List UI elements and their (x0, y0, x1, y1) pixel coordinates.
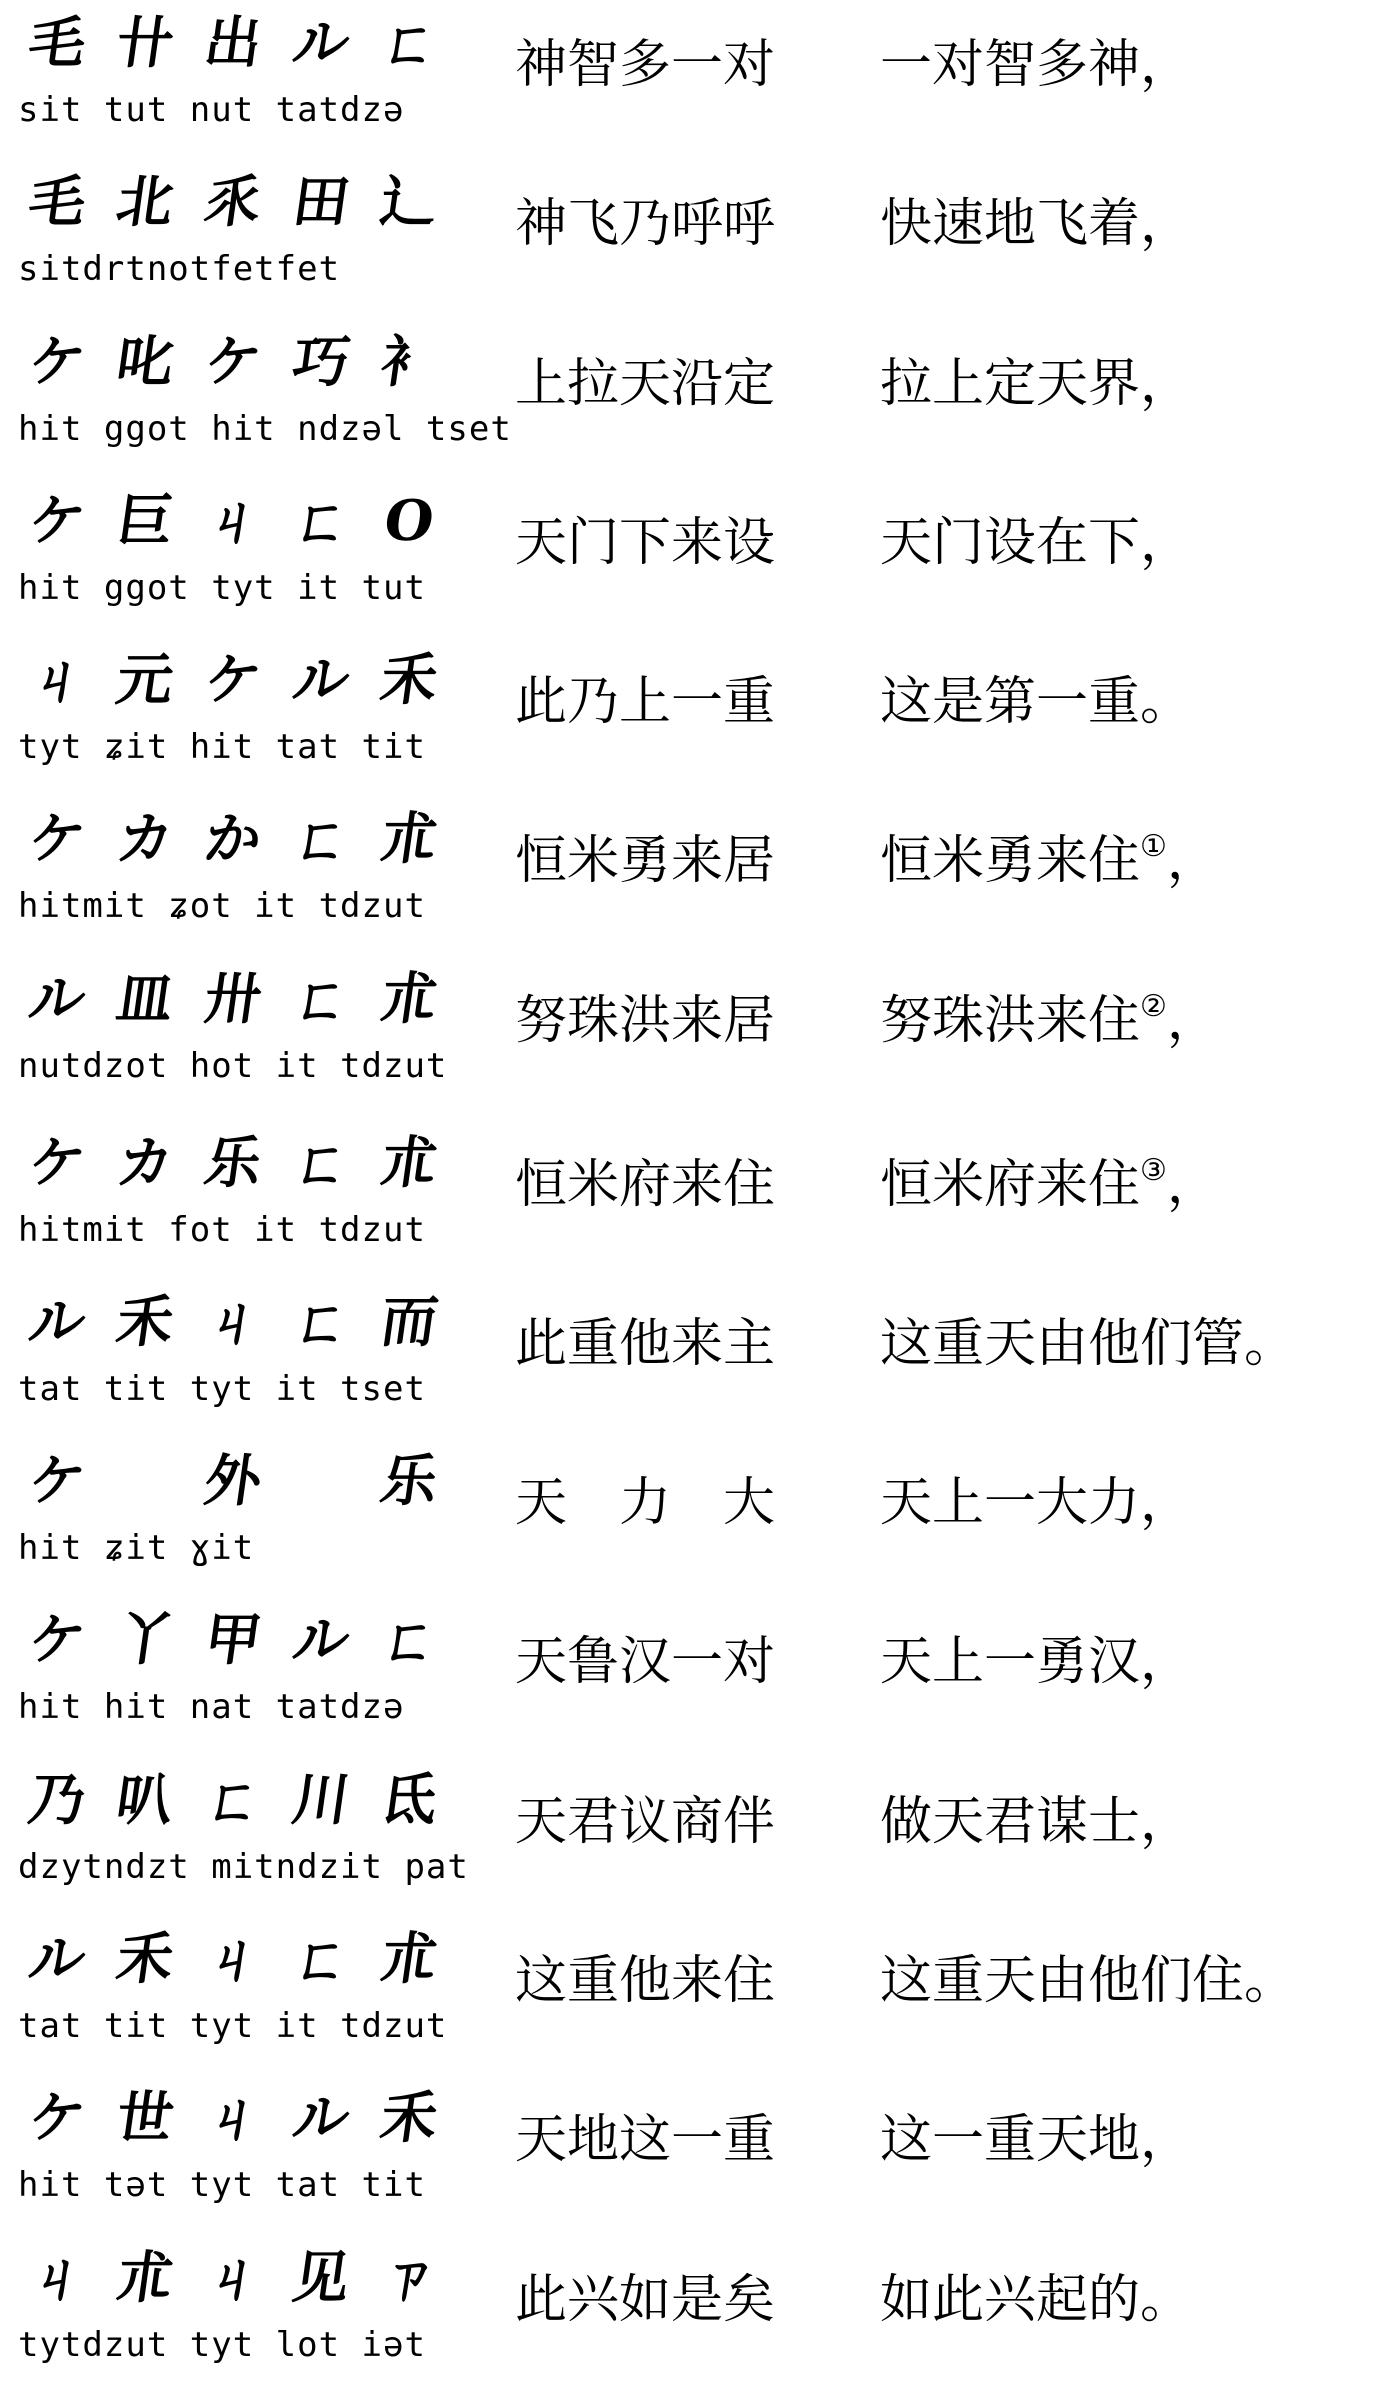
free-translation-text: 恒米勇来住 (880, 831, 1141, 891)
free-translation-text: 恒米府来住 (880, 1155, 1141, 1215)
literal-translation: 天鲁汉一对 (515, 1632, 776, 1692)
yi-glyph: 田 (288, 169, 354, 235)
phonetic-transcription: tat tit tyt it tset (18, 1369, 426, 1409)
verse-row (0, 1438, 1379, 1598)
yi-glyph: 乐 (376, 1448, 442, 1514)
free-translation-text: 一对智多神， (880, 35, 1193, 95)
free-translation-text: 做天君谋士， (880, 1792, 1193, 1852)
free-translation (880, 349, 1192, 419)
phonetic-transcription: sitdrtnotfetfet (18, 249, 341, 289)
yi-glyph: ケ (24, 1448, 90, 1514)
free-translation (880, 508, 1192, 578)
verse-row (0, 796, 1379, 956)
verse-row (0, 1279, 1379, 1439)
free-translation (880, 1787, 1192, 1857)
phonetic-transcription: dzytndzt mitndzit pat (18, 1847, 469, 1887)
verse-row (0, 637, 1379, 797)
yi-glyph: 朮 (376, 1926, 442, 1992)
yi-glyph: 朮 (376, 806, 442, 872)
yi-script-glyphs (18, 1765, 448, 1835)
yi-glyph: ル (288, 647, 354, 713)
yi-glyph: ル (24, 1289, 90, 1355)
yi-glyph: 禾 (112, 1926, 178, 1992)
free-translation-text: 这是第一重。 (880, 672, 1193, 732)
free-translation (880, 30, 1192, 100)
yi-glyph: 禾 (112, 1289, 178, 1355)
phonetic-transcription: nutdzot hot it tdzut (18, 1046, 448, 1086)
yi-script-glyphs (18, 1446, 448, 1516)
verse-row (0, 0, 1379, 160)
verse-row (0, 1757, 1379, 1917)
yi-glyph: O (379, 488, 439, 554)
literal-translation: 天君议商伴 (515, 1792, 776, 1852)
yi-glyph: ㄐ (24, 2245, 90, 2311)
yi-glyph: 乐 (200, 1130, 266, 1196)
yi-glyph: 毛 (24, 169, 90, 235)
yi-glyph: ケ (200, 647, 266, 713)
yi-glyph: 朮 (112, 2245, 178, 2311)
yi-glyph: ケ (24, 806, 90, 872)
yi-glyph: ㄐ (200, 1289, 266, 1355)
free-translation (880, 1946, 1296, 2016)
phonetic-transcription: hit tət tyt tat tit (18, 2165, 426, 2205)
footnote-marker: ① (1140, 829, 1167, 864)
yi-glyph: 卄 (112, 10, 178, 76)
yi-glyph: 氐 (376, 1767, 442, 1833)
yi-script-glyphs (18, 1128, 448, 1198)
yi-glyph: 乑 (200, 169, 266, 235)
yi-glyph: ケ (24, 329, 90, 395)
yi-glyph: 北 (112, 169, 178, 235)
free-translation (880, 826, 1219, 896)
free-translation (880, 189, 1192, 259)
yi-glyph: 禾 (376, 647, 442, 713)
phonetic-transcription: hit hit nat tatdzə (18, 1687, 405, 1727)
yi-glyph: ル (288, 2085, 354, 2151)
yi-glyph: ケ (200, 329, 266, 395)
yi-glyph: 元 (112, 647, 178, 713)
yi-glyph: ㄈ (288, 1289, 354, 1355)
yi-glyph: ㄈ (200, 1767, 266, 1833)
free-translation (880, 1150, 1219, 1220)
verse-row (0, 159, 1379, 319)
phonetic-transcription: hitmit ʑot it tdzut (18, 886, 426, 926)
footnote-marker: ② (1140, 989, 1167, 1024)
yi-script-glyphs (18, 964, 448, 1034)
literal-translation: 此重他来主 (515, 1314, 776, 1374)
yi-glyph: 辶 (376, 169, 442, 235)
phonetic-transcription: hit ggot tyt it tut (18, 568, 426, 608)
free-translation-text: 拉上定天界， (880, 354, 1193, 414)
yi-glyph: 叱 (112, 329, 178, 395)
yi-glyph: ㄈ (288, 806, 354, 872)
literal-translation: 神智多一对 (515, 35, 776, 95)
yi-glyph: 皿 (112, 966, 178, 1032)
yi-glyph: ケ (24, 1607, 90, 1673)
yi-script-glyphs (18, 167, 448, 237)
yi-script-glyphs (18, 2243, 448, 2313)
phonetic-transcription: sit tut nut tatdzə (18, 90, 405, 130)
verse-row (0, 2075, 1379, 2235)
yi-glyph: 卅 (200, 966, 266, 1032)
yi-script-glyphs (18, 486, 448, 556)
yi-glyph: 禾 (376, 2085, 442, 2151)
free-translation (880, 1468, 1192, 1538)
yi-glyph: 见 (288, 2245, 354, 2311)
phonetic-transcription: hit ʑit ɣit (18, 1528, 255, 1568)
free-translation-text: 天门设在下， (880, 513, 1193, 573)
yi-glyph: ㄈ (376, 1607, 442, 1673)
free-translation-text: 这重天由他们管。 (880, 1314, 1297, 1374)
free-translation (880, 667, 1192, 737)
verse-row (0, 319, 1379, 479)
yi-glyph: カ (112, 1130, 178, 1196)
yi-glyph: 衤 (376, 329, 442, 395)
yi-glyph: ㄈ (288, 1926, 354, 1992)
yi-script-glyphs (18, 804, 448, 874)
literal-translation: 神飞乃呼呼 (515, 194, 776, 254)
verse-row (0, 956, 1379, 1116)
free-translation-text: 天上一大力， (880, 1473, 1193, 1533)
yi-glyph: ㄐ (200, 2245, 266, 2311)
yi-script-glyphs (18, 1287, 448, 1357)
free-translation-text: 努珠洪来住 (880, 991, 1141, 1051)
yi-script-glyphs (18, 645, 448, 715)
free-translation-text: 如此兴起的。 (880, 2270, 1193, 2330)
yi-glyph: ㄈ (288, 488, 354, 554)
yi-glyph: ル (24, 966, 90, 1032)
yi-glyph: 毛 (24, 10, 90, 76)
literal-translation: 天 力 大 (515, 1473, 776, 1533)
yi-glyph: 丫 (112, 1607, 178, 1673)
verse-row (0, 2235, 1379, 2395)
yi-glyph: 朮 (376, 966, 442, 1032)
phonetic-transcription: hitmit fot it tdzut (18, 1210, 426, 1250)
yi-glyph: ㄐ (24, 647, 90, 713)
phonetic-transcription: hit ggot hit ndzəl tset (18, 409, 512, 449)
verse-row (0, 1916, 1379, 2076)
yi-glyph: ㄐ (200, 1926, 266, 1992)
phonetic-transcription: tyt ʑit hit tat tit (18, 727, 426, 767)
literal-translation: 此兴如是矣 (515, 2270, 776, 2330)
free-translation (880, 1309, 1296, 1379)
verse-row (0, 1120, 1379, 1280)
yi-glyph: ル (24, 1926, 90, 1992)
phonetic-transcription: tat tit tyt it tdzut (18, 2006, 448, 2046)
yi-glyph: ㄗ (376, 2245, 442, 2311)
yi-glyph: ケ (24, 2085, 90, 2151)
free-translation-text: 这一重天地， (880, 2110, 1193, 2170)
yi-glyph: ㄐ (200, 488, 266, 554)
yi-glyph: ケ (24, 1130, 90, 1196)
yi-glyph: カ (112, 806, 178, 872)
yi-script-glyphs (18, 1924, 448, 1994)
literal-translation: 此乃上一重 (515, 672, 776, 732)
footnote-marker: ③ (1140, 1153, 1167, 1188)
yi-script-glyphs (18, 327, 448, 397)
yi-glyph: 出 (200, 10, 266, 76)
yi-script-glyphs (18, 1605, 448, 1675)
yi-glyph: ル (288, 10, 354, 76)
comma: ， (1166, 991, 1219, 1051)
yi-glyph: ル (288, 1607, 354, 1673)
literal-translation: 恒米府来住 (515, 1155, 776, 1215)
yi-script-glyphs (18, 2083, 448, 2153)
literal-translation: 天地这一重 (515, 2110, 776, 2170)
yi-glyph: ㄈ (288, 1130, 354, 1196)
yi-glyph: 而 (376, 1289, 442, 1355)
literal-translation: 努珠洪来居 (515, 991, 776, 1051)
yi-glyph: か (200, 806, 266, 872)
literal-translation: 这重他来住 (515, 1951, 776, 2011)
yi-glyph: ㄈ (288, 966, 354, 1032)
yi-glyph: 巧 (288, 329, 354, 395)
free-translation (880, 986, 1219, 1056)
free-translation-text: 这重天由他们住。 (880, 1951, 1297, 2011)
verse-row (0, 1597, 1379, 1757)
yi-glyph: 乃 (24, 1767, 90, 1833)
yi-glyph: ㄐ (200, 2085, 266, 2151)
yi-glyph: 外 (200, 1448, 266, 1514)
yi-glyph: 甲 (200, 1607, 266, 1673)
free-translation-text: 快速地飞着， (880, 194, 1193, 254)
free-translation-text: 天上一勇汉， (880, 1632, 1193, 1692)
verse-row (0, 478, 1379, 638)
yi-glyph: ㄈ (376, 10, 442, 76)
yi-glyph: 叭 (112, 1767, 178, 1833)
free-translation (880, 1627, 1192, 1697)
yi-glyph: 世 (112, 2085, 178, 2151)
yi-glyph: 巨 (112, 488, 178, 554)
literal-translation: 恒米勇来居 (515, 831, 776, 891)
comma: ， (1166, 831, 1219, 891)
yi-glyph: 川 (288, 1767, 354, 1833)
yi-glyph: 朮 (376, 1130, 442, 1196)
yi-glyph: ケ (24, 488, 90, 554)
free-translation (880, 2265, 1192, 2335)
yi-script-glyphs (18, 8, 448, 78)
phonetic-transcription: tytdzut tyt lot iət (18, 2325, 426, 2365)
free-translation (880, 2105, 1192, 2175)
literal-translation: 天门下来设 (515, 513, 776, 573)
literal-translation: 上拉天沿定 (515, 354, 776, 414)
comma: ， (1166, 1155, 1219, 1215)
